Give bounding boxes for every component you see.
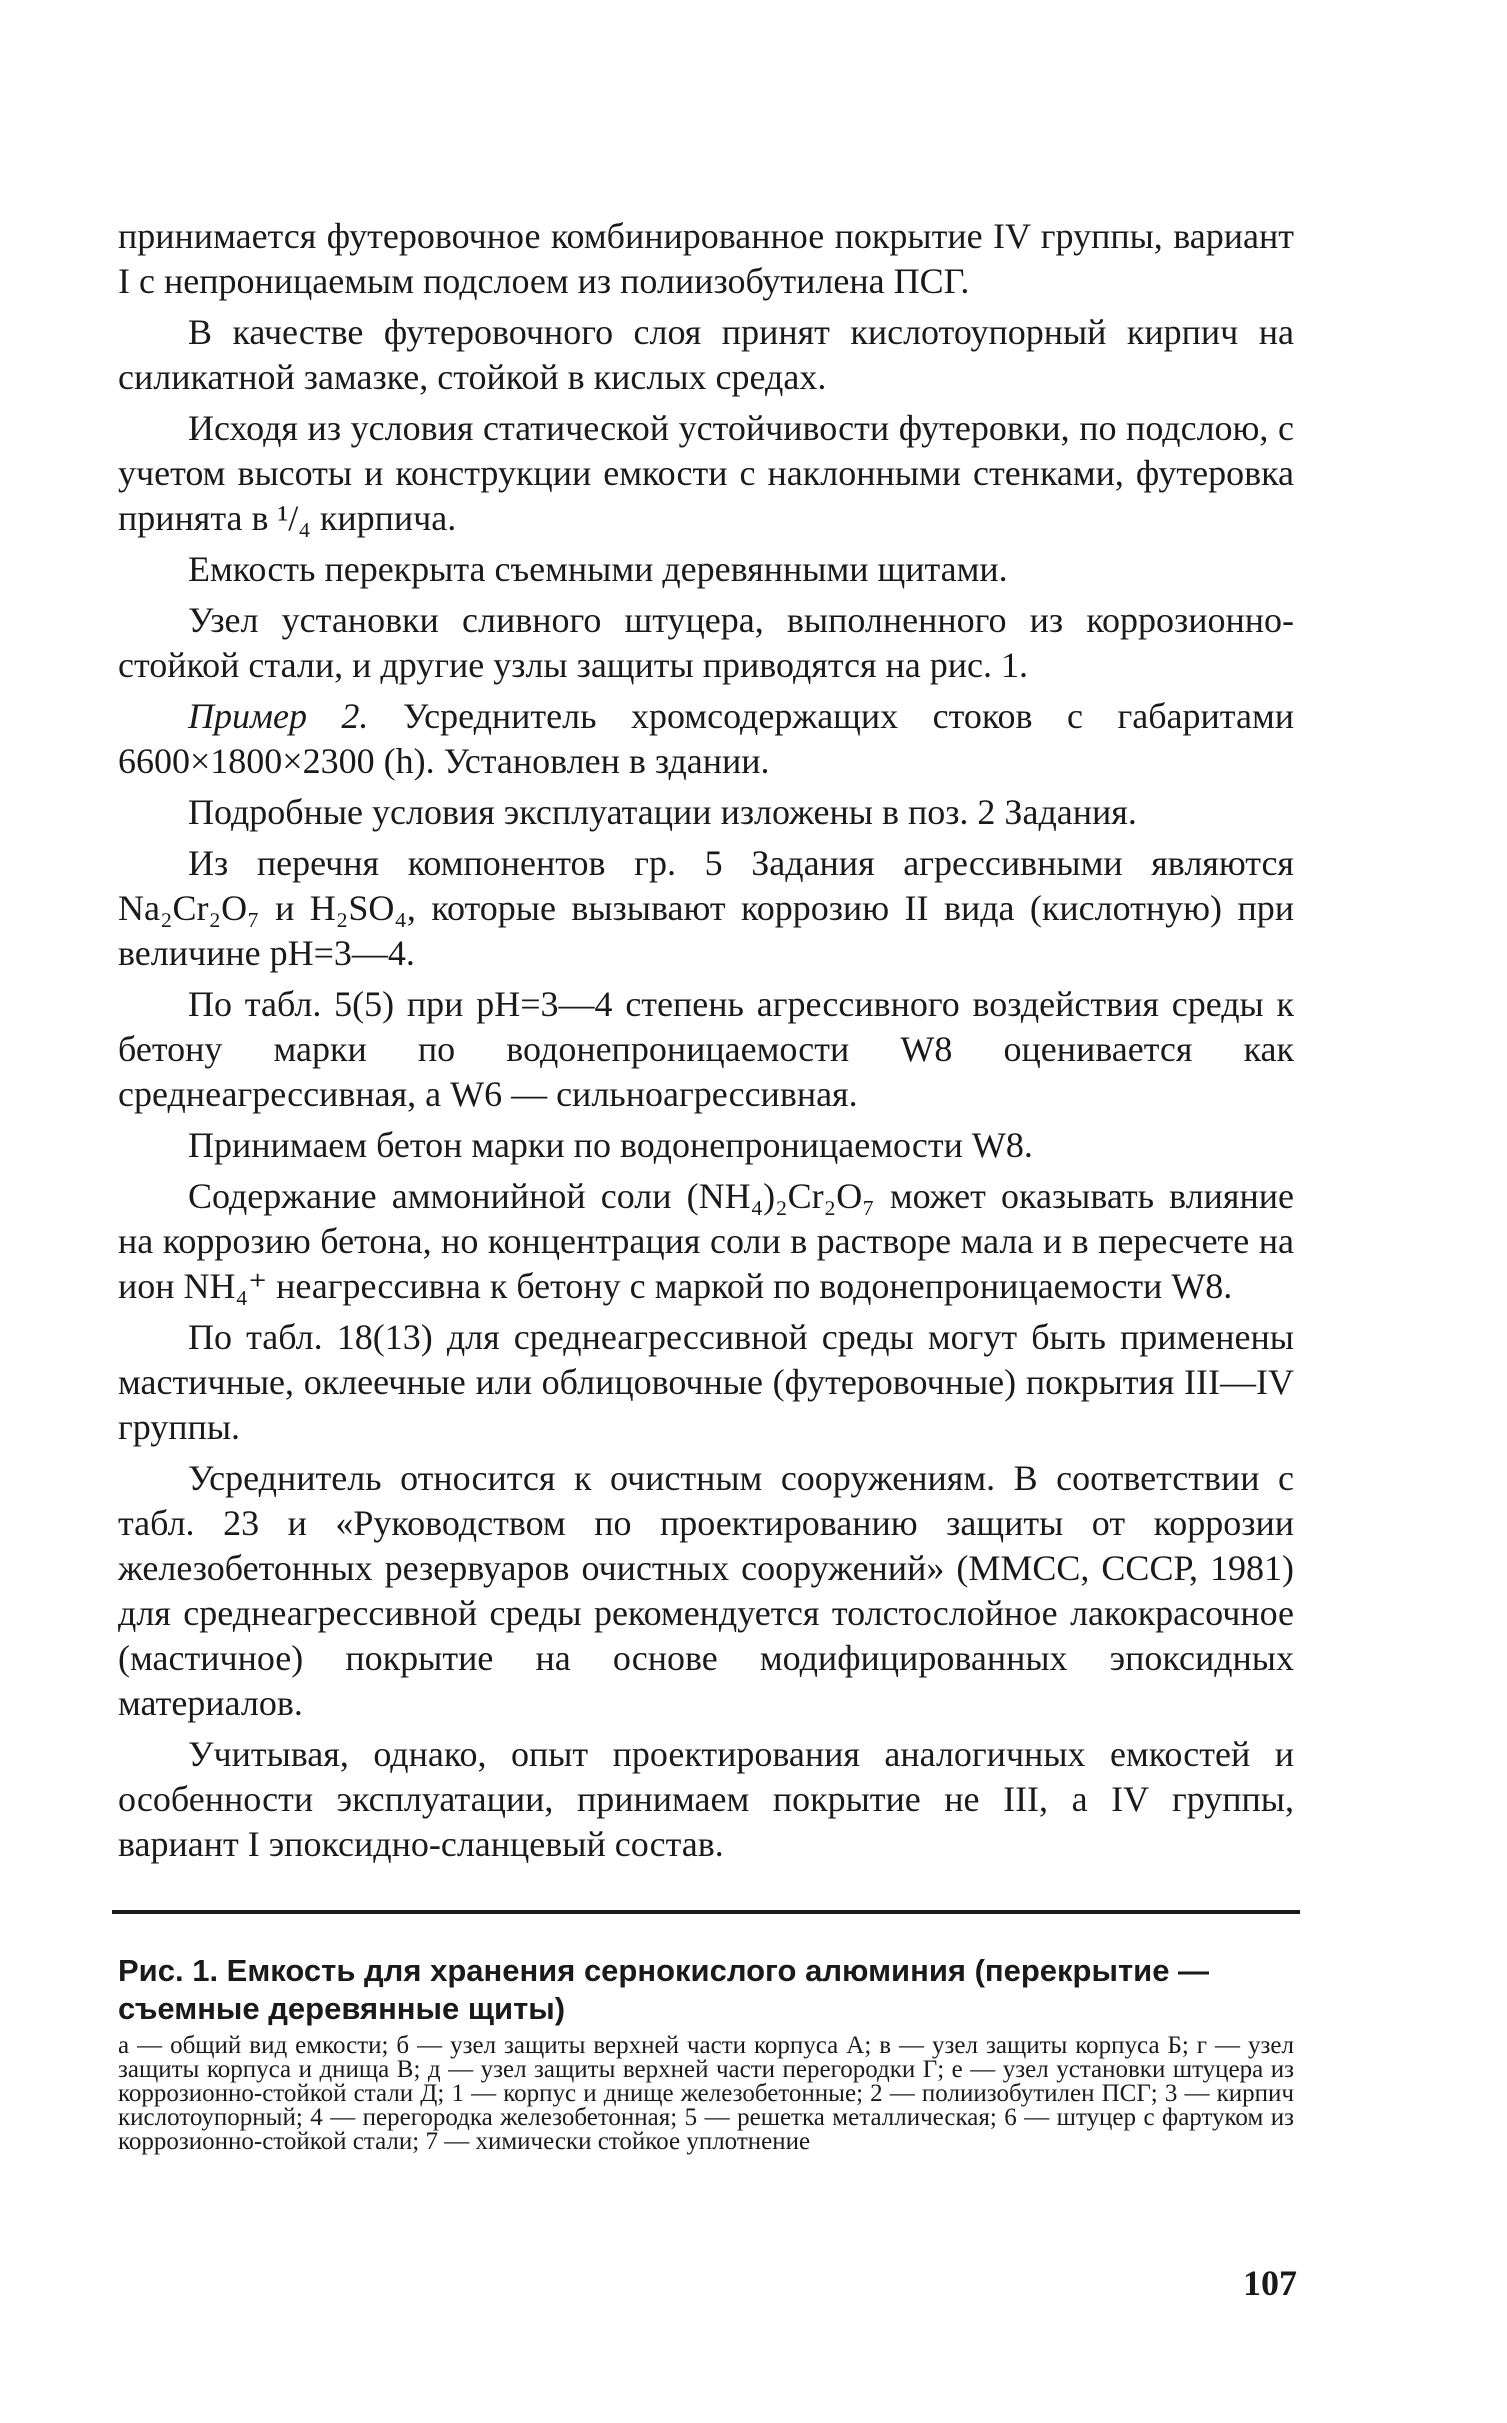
body-text <box>118 214 1294 1873</box>
example-label: Пример 2. <box>188 696 369 736</box>
paragraph-components: Из перечня компонентов гр. 5 Задания агрессивными являются Na₂Cr₂O₇ и H₂SO₄, которые вызывают коррозию II вида (кислотную) при величине pH=3—4. <box>118 843 1294 973</box>
paragraph-concrete-grade: Принимаем бетон марки по водонепроницаемости W8. <box>188 1125 1033 1165</box>
paragraph-cover: Емкость перекрыта съемными деревянными щитами. <box>188 549 1008 589</box>
figure-caption-title: Рис. 1. Емкость для хранения сернокислого алюминия (перекрытие — съемные деревянные щиты) <box>118 1953 1210 2026</box>
paragraph-drain-fitting: Узел установки сливного штуцера, выполненного из коррозионно-стойкой стали, и другие узлы защиты приводятся на рис. 1. <box>118 600 1294 685</box>
paragraph-conclusion: Учитывая, однако, опыт проектирования аналогичных емкостей и особенности эксплуатации, принимаем покрытие не III, а IV группы, вариант I эпоксидно-сланцевый состав. <box>118 1734 1294 1864</box>
paragraph-treatment-facilities: Усреднитель относится к очистным сооружениям. В соответствии с табл. 23 и «Руководством по проектированию защиты от коррозии железобетонных резервуаров очистных сооружений» (ММСС, СССР, 1981) для среднеагрессивной среды рекомендуется толстослойное лакокрасочное (мастичное) покрытие на основе модифицированных эпоксидных материалов. <box>118 1458 1294 1723</box>
example-text: Усреднитель хромсодержащих стоков с габаритами 6600×1800×2300 (h). Установлен в здании. <box>118 696 1294 781</box>
paragraph-table-18: По табл. 18(13) для среднеагрессивной среды могут быть применены мастичные, оклеечные или облицовочные (футеровочные) покрытия III—IV группы. <box>118 1317 1294 1447</box>
paragraph-conditions: Подробные условия эксплуатации изложены в поз. 2 Задания. <box>188 792 1137 832</box>
figure-caption-legend: а — общий вид емкости; б — узел защиты верхней части корпуса А; в — узел защиты корпуса Б; г — узел защиты корпуса и днища В; д — узел защиты верхней части перегородки Г; е — узел установки штуцера из коррозионно-стойкой стали Д; 1 — корпус и днище железобетонные; 2 — полиизобутилен ПСГ; 3 — кирпич кислотоупорный; 4 — перегородка железобетонная; 5 — решетка металлическая; 6 — штуцер с фартуком из коррозионно-стойкой стали; 7 — химически стойкое уплотнение <box>118 2032 1294 2155</box>
paragraph-table-5: По табл. 5(5) при pH=3—4 степень агрессивного воздействия среды к бетону марки по водонепроницаемости W8 оценивается как среднеагрессивная, а W6 — сильноагрессивная. <box>118 984 1294 1114</box>
paragraph-intro: принимается футеровочное комбинированное покрытие IV группы, вариант I с непроницаемым подслоем из полиизобутилена ПСГ. <box>118 216 1294 301</box>
paragraph-example-2 <box>118 694 1294 784</box>
paragraph-stability: Исходя из условия статической устойчивости футеровки, по подслою, с учетом высоты и конструкции емкости с наклонными стенками, футеровка принята в ¹/₄ кирпича. <box>118 408 1294 538</box>
paragraph-ammonium-salt: Содержание аммонийной соли (NH₄)₂Cr₂O₇ может оказывать влияние на коррозию бетона, но концентрация соли в растворе мала и в пересчете на ион NH₄⁺ неагрессивна к бетону с маркой по водонепроницаемости W8. <box>118 1176 1294 1306</box>
page-number: 107 <box>1243 2263 1297 2303</box>
figure-divider <box>112 1910 1300 1914</box>
paragraph-lining-layer: В качестве футеровочного слоя принят кислотоупорный кирпич на силикатной замазке, стойкой в кислых средах. <box>118 312 1294 397</box>
